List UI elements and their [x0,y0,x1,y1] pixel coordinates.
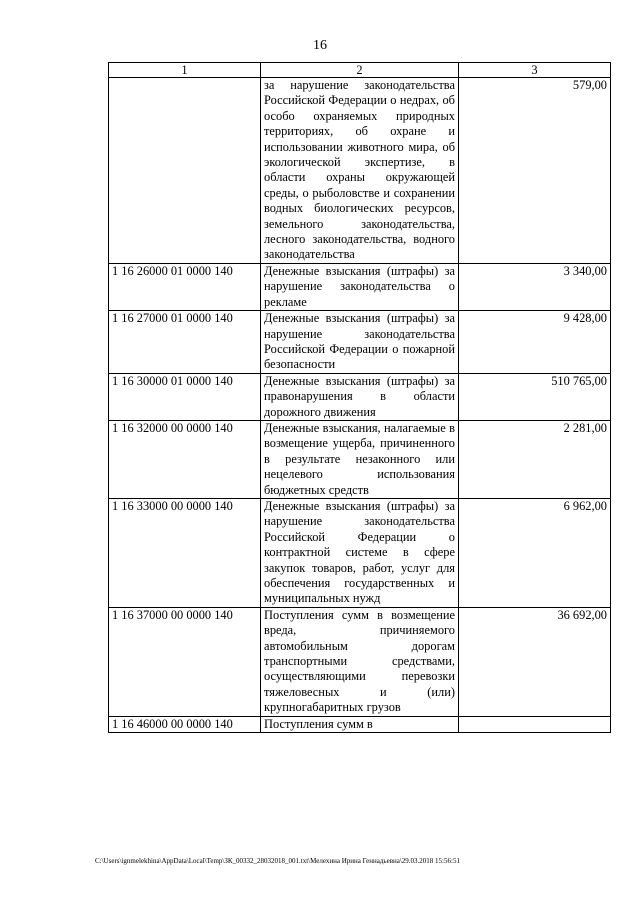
table-row [109,373,611,420]
row-description: Денежные взыскания, налагаемые в возмещение ущерба, причиненного в результате незаконного или нецелевого использования бюджетных средств [261,420,459,498]
table-row [109,420,611,498]
table-row [109,607,611,716]
column-header-1: 1 [109,63,261,78]
row-code: 1 16 30000 01 0000 140 [109,373,261,420]
table-row [109,78,611,264]
column-header-2: 2 [261,63,459,78]
file-path-footer: C:\Users\ignmelekhina\AppData\Local\Temp\ЗК_00332_28032018_001.txt\Мелехина Ирина Геннадьевна\29.03.2018 15:56:51 [95,857,460,865]
row-code: 1 16 27000 01 0000 140 [109,311,261,374]
row-amount: 579,00 [459,78,611,264]
row-description: Денежные взыскания (штрафы) за нарушение законодательства Российской Федерации о пожарной безопасности [261,311,459,374]
row-amount: 510 765,00 [459,373,611,420]
row-code: 1 16 37000 00 0000 140 [109,607,261,716]
row-description: Денежные взыскания (штрафы) за нарушение законодательства о рекламе [261,263,459,310]
row-description: Денежные взыскания (штрафы) за нарушение законодательства Российской Федерации о контрактной системе в сфере закупок товаров, работ, услуг для обеспечения государственных и муниципальных нужд [261,498,459,607]
row-description: Поступления сумм в [261,716,459,732]
row-amount: 36 692,00 [459,607,611,716]
column-header-3: 3 [459,63,611,78]
row-code: 1 16 33000 00 0000 140 [109,498,261,607]
row-amount: 6 962,00 [459,498,611,607]
table-header-row [109,63,611,78]
row-amount [459,716,611,732]
row-description: за нарушение законодательства Российской Федерации о недрах, об особо охраняемых природных территориях, об охране и использовании животного мира, об экологической экспертизе, в области охраны окружающей среды, о рыболовстве и сохранении водных биологических ресурсов, земельного законодательства, лесного законодательства, водного законодательства [261,78,459,264]
row-description: Поступления сумм в возмещение вреда, причиняемого автомобильным дорогам транспортными средствами, осуществляющими перевозки тяжеловесных и (или) крупногабаритных грузов [261,607,459,716]
page-number: 16 [313,38,327,53]
table-row [109,263,611,310]
row-amount: 9 428,00 [459,311,611,374]
row-description: Денежные взыскания (штрафы) за правонарушения в области дорожного движения [261,373,459,420]
table-row [109,716,611,732]
row-code: 1 16 46000 00 0000 140 [109,716,261,732]
table-row [109,498,611,607]
row-amount: 2 281,00 [459,420,611,498]
row-amount: 3 340,00 [459,263,611,310]
row-code [109,78,261,264]
table-row [109,311,611,374]
row-code: 1 16 26000 01 0000 140 [109,263,261,310]
row-code: 1 16 32000 00 0000 140 [109,420,261,498]
budget-table [108,62,611,733]
